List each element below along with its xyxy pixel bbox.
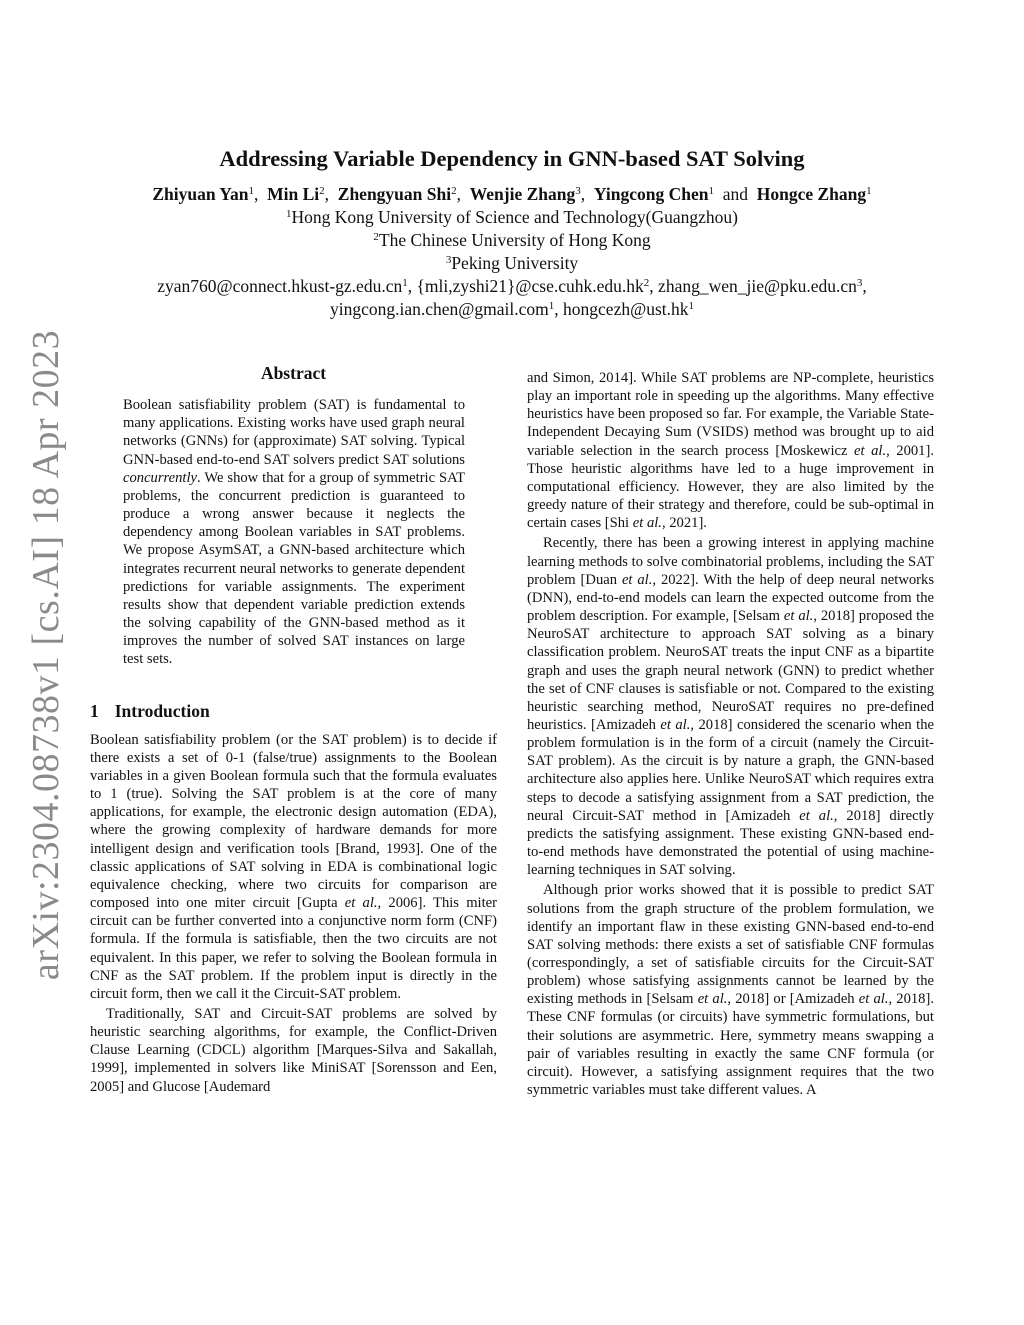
abstract-text-part: . We show that for a group of symmetric SAT problems, the concurrent prediction is guaranteed to produce a wrong answer because it neglects the dependency among Boolean variables in SAT problems. We propose AsymSAT, a GNN-based architecture which integrates recurrent neural networks to generate dependent predictions for variable assignments. The experiment results show that dependent variable prediction extends the solving capability of the GNN-based method as it improves the number of solved SAT instances on large test sets. xyxy=(123,469,465,668)
paragraph-text: , 2018] directly predicts the satisfying assignment. These existing GNN-based end-to-end methods have demonstrated the potential of using machine-learning techniques in SAT solving. xyxy=(527,807,934,879)
arxiv-side-stamp xyxy=(16,329,76,980)
paragraph-text: Traditionally, SAT and Circuit-SAT problems are solved by heuristic searching algorithms, for example, the Conflict-Driven Clause Learning (CDCL) algorithm [Marques-Silva and Sakallah, 1999], implemented in solvers like MiniSAT [Sorensson and Een, 2005] and Glucose [Audemard xyxy=(90,1006,497,1095)
body-paragraph xyxy=(527,534,934,879)
author-name: Wenjie Zhang xyxy=(469,184,576,204)
citation-etal: et al. xyxy=(344,895,378,912)
authors-and: and xyxy=(722,184,748,204)
author-name: Hongce Zhang xyxy=(756,184,867,204)
email-affiliation-mark: 1 xyxy=(402,277,408,289)
author-affiliation-mark: 1 xyxy=(248,185,254,197)
email-address[interactable]: yingcong.ian.chen@gmail.com xyxy=(330,299,549,319)
abstract-italic-text: concurrently xyxy=(123,469,198,486)
email-affiliation-mark: 3 xyxy=(856,277,863,289)
citation-etal: et al. xyxy=(858,991,889,1008)
right-column xyxy=(527,369,934,1099)
email-list: $zyan760@connect.hkust-gz.edu.cn^1$, $\{mli,zyshi21\}@cse.cuhk.edu.hk^2$, $zhang\_wen\_jie@pku.edu.cn^3$, yingcong.ian.chen@gmail.com$^1$, $hongcezh@ust.hk^1$ xyxy=(157,276,867,319)
author-affiliation-mark: 1 xyxy=(708,185,714,197)
affiliation-text: Hong Kong University of Science and Technology(Guangzhou) xyxy=(291,207,739,227)
arxiv-identifier: arXiv:2304.08738v1 [cs.AI] 18 Apr 2023 xyxy=(25,329,67,980)
citation-etal: et al. xyxy=(799,807,834,824)
abstract-heading: Abstract xyxy=(260,363,327,383)
paper-header xyxy=(90,145,934,321)
author-affiliation-mark: 2 xyxy=(451,185,457,197)
author-name: Yingcong Chen xyxy=(593,184,709,204)
affiliation-text: Peking University xyxy=(451,253,579,273)
paragraph-text: , 2018] or [Amizadeh xyxy=(727,991,859,1008)
body-paragraph xyxy=(527,881,934,1099)
paragraph-text: Recently, there has been a growing interest in applying machine learning methods to solve combinatorial problems, including the SAT problem [Duan xyxy=(527,535,934,588)
affiliation-text: The Chinese University of Hong Kong xyxy=(378,230,651,250)
body-paragraph xyxy=(90,731,497,1003)
left-column xyxy=(90,364,497,1096)
paragraph-text: , 2022]. With the help of deep neural networks (DNN), end-to-end models can learn the expected outcome from the problem description. For example, [Selsam xyxy=(527,571,934,625)
affiliation-number: 3 xyxy=(445,254,452,266)
author-name: Zhiyuan Yan xyxy=(152,184,249,204)
paragraph-text: , 2018]. These CNF formulas (or circuits) have symmetric formulations, but their solutions are asymmetric. Here, symmetry means swapping a pair of variables resulting in exactly the same CNF formula (or circuit). However, a satisfying assignment requires that the two symmetric variables must take different values. A xyxy=(527,991,934,1099)
author-name: Min Li xyxy=(267,184,320,204)
author-affiliation-mark: 2 xyxy=(319,185,325,197)
abstract-text xyxy=(123,396,465,668)
email-affiliation-mark: 2 xyxy=(643,277,650,289)
email-affiliation-mark: 1 xyxy=(688,300,694,312)
citation-etal: et al. xyxy=(621,571,653,588)
abstract-text-part: Boolean satisfiability problem (SAT) is fundamental to many applications. Existing works have used graph neural networks (GNNs) for (approximate) SAT solving. Typical GNN-based end-to-end SAT solvers predict SAT solutions xyxy=(123,397,465,468)
paragraph-text: , 2018] considered the scenario when the problem formulation is in the form of a circuit (namely the Circuit-SAT problem). As the circuit is by nature a graph, the GNN-based architecture also applies here. Unlike NeuroSAT which requires extra steps to decode a satisfying assignment from a SAT prediction, the neural Circuit-SAT method in [Amizadeh xyxy=(527,716,934,824)
section-title: Introduction xyxy=(114,700,210,721)
email-address[interactable]: {mli,zyshi21}@cse.cuhk.edu.hk xyxy=(416,276,644,296)
paragraph-text: Although prior works showed that it is possible to predict SAT solutions from the graph structure of the problem formulation, we identify an important flaw in these existing GNN-based end-to-end SAT solving methods: there exists a set of satisfiable CNF formulas (correspondingly, a set of satisfiable circuits for the Circuit-SAT problem) whose satisfying assignments cannot be learned by the existing methods in [Selsam xyxy=(527,882,934,1008)
paragraph-text: , 2021]. xyxy=(661,515,707,532)
citation-etal: et al. xyxy=(632,515,662,532)
citation-etal: et al. xyxy=(660,716,691,733)
affiliation-number: 2 xyxy=(373,231,379,243)
email-affiliation-mark: 1 xyxy=(548,300,555,312)
affiliation xyxy=(90,206,934,229)
affiliation xyxy=(90,229,934,252)
paragraph-text: and Simon, 2014]. While SAT problems are NP-complete, heuristics play an important role in speeding up the algorithms. Many effective heuristics have been proposed so far. For example, the Variable State-Independent Decaying Sum (VSIDS) method was brought up to aid variable selection in the search process [Moskewicz xyxy=(527,370,934,459)
paragraph-text: Boolean satisfiability problem (or the SAT problem) is to decide if there exists a set of 0-1 (false/true) assignments to the Boolean variables in a given Boolean formula such that the formula evaluates to 1 (true). Solving the SAT problem is at the core of many applications, for example, the electronic design automation (EDA), where the growing complexity of hardware demands for more intelligent design and verification tools [Brand, 1993]. One of the classic applications of SAT solving in EDA is combinational logic equivalence checking, where two circuits for comparison are composed into one miter circuit [Gupta xyxy=(90,731,497,912)
affiliation-number: 1 xyxy=(285,208,292,220)
body-paragraph xyxy=(527,369,934,532)
affiliation xyxy=(90,252,934,275)
section-number: 1 xyxy=(90,700,99,721)
paragraph-text: , 2001]. Those heuristic algorithms have led to a huge improvement in computational efficiency. However, they are also limited by the greedy nature of their strategy and therefore, could be sub-optimal in certain cases [Shi xyxy=(527,442,934,532)
email-address[interactable]: hongcezh@ust.hk xyxy=(563,299,689,319)
author-affiliation-mark: 3 xyxy=(575,185,581,197)
body-paragraph xyxy=(90,1005,497,1096)
paragraph-text: , 2006]. This miter circuit can be further converted into a conjunctive norm form (CNF) formula. If the formula is satisfiable, then the two circuits are not equivalent. In this paper, we refer to solving the Boolean formula in CNF as the SAT problem. If the problem input is directly in the circuit form, then we call it the Circuit-SAT problem. xyxy=(90,895,497,1002)
citation-etal: et al. xyxy=(697,991,728,1008)
email-address[interactable]: zhang_wen_jie@pku.edu.cn xyxy=(658,276,857,296)
author-list: Zhiyuan Yan$^1$, Min Li$^2$, Zhengyuan Shi$^2$, Wenjie Zhang$^3$, Yingcong Chen$^1$ and Hongce Zhang$^1$ xyxy=(152,184,872,204)
author-name: Zhengyuan Shi xyxy=(337,184,452,204)
author-affiliation-mark: 1 xyxy=(866,185,872,197)
paragraph-text: , 2018] proposed the NeuroSAT architecture to approach SAT solving as a binary classification problem. NeuroSAT treats the input CNF as a bipartite graph and uses the graph neural network (GNN) to predict whether the set of CNF clauses is satisfiable or not. Compared to the existing heuristic searching method, NeuroSAT requires no pre-defined heuristics. [Amizadeh xyxy=(527,608,934,733)
citation-etal: et al. xyxy=(783,608,814,625)
citation-etal: et al. xyxy=(854,442,887,459)
section-heading xyxy=(90,702,497,720)
email-address[interactable]: zyan760@connect.hkust-gz.edu.cn xyxy=(157,276,403,296)
paper-title: Addressing Variable Dependency in GNN-based SAT Solving xyxy=(219,146,805,171)
